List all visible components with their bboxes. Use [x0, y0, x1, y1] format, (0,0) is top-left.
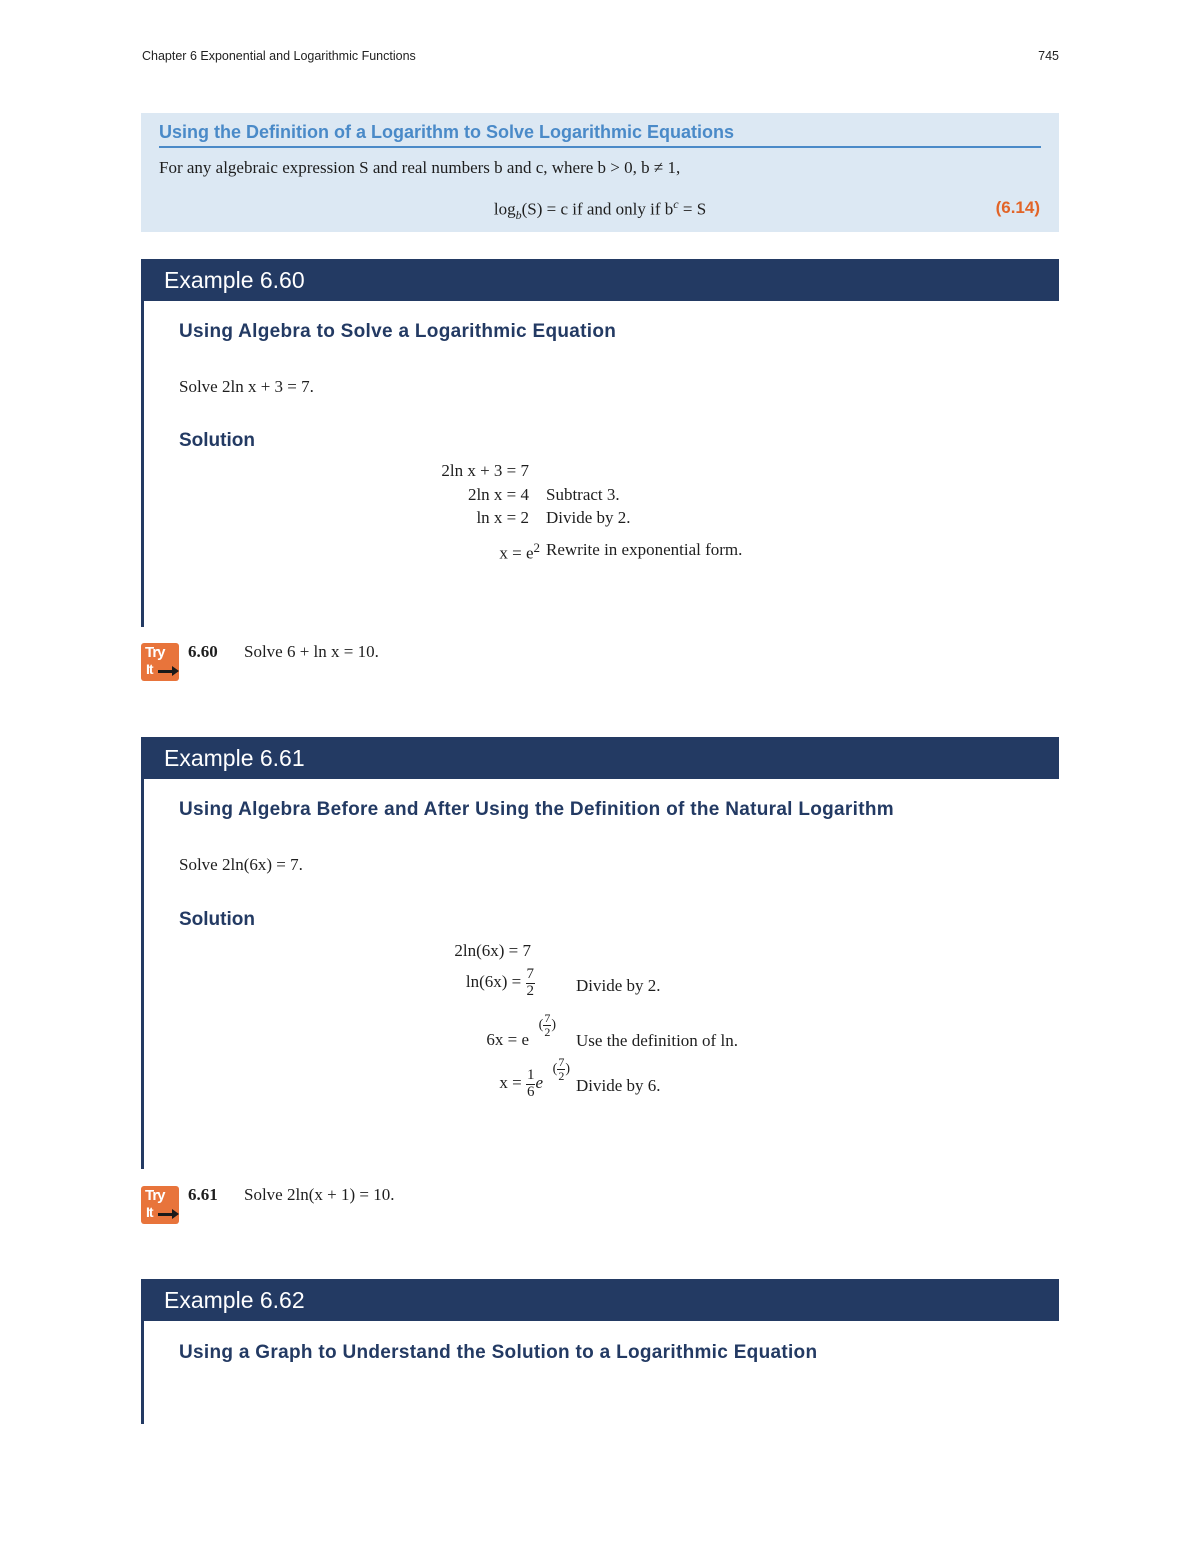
solution-step: ln(6x) = $\frac{7}{2}$: [465, 966, 534, 999]
example-header-label: Example 6.62: [164, 1287, 305, 1313]
example-header-label: Example 6.61: [164, 745, 305, 771]
solution-step: 6x = e ( $\frac{7}{2}$ ): [486, 1011, 556, 1049]
step-note: Subtract 3.: [546, 485, 620, 504]
example-title: Using Algebra Before and After Using the Definition of the Natural Logarithm: [179, 799, 894, 820]
example-header: [141, 259, 1059, 301]
step-note: Rewrite in exponential form.: [546, 540, 743, 559]
arrow-icon: [158, 670, 174, 673]
page-number: 745: [1038, 49, 1059, 63]
example-header-label: Example 6.60: [164, 267, 305, 293]
chapter-title: Chapter 6 Exponential and Logarithmic Functions: [142, 49, 416, 63]
try-it-icon: Try It: [141, 643, 179, 681]
step-note: Divide by 6.: [576, 1076, 661, 1095]
formula-end: = S: [678, 199, 707, 219]
solution-heading: Solution: [179, 909, 255, 930]
arrow-icon: [158, 1213, 174, 1216]
try-it-text: Solve 2ln(x + 1) = 10.: [244, 1185, 395, 1204]
fraction: $\frac{7}{2}$: [526, 966, 534, 999]
example-header: [141, 737, 1059, 779]
definition-title: Using the Definition of a Logarithm to Solve Logarithmic Equations: [159, 122, 1041, 148]
formula-exponent: c: [673, 197, 679, 211]
example-header: [141, 1279, 1059, 1321]
definition-formula: [141, 197, 1059, 223]
formula-middle: (S) = c if and only if b: [521, 199, 674, 219]
formula-base: b: [515, 208, 522, 223]
running-head: [142, 49, 1059, 63]
example-rule: [141, 779, 144, 1169]
problem-statement: Solve 2ln(6x) = 7.: [179, 855, 303, 874]
fraction: $\frac{1}{6}$: [526, 1067, 535, 1100]
solution-heading: Solution: [179, 430, 255, 451]
definition-box: [141, 113, 1059, 232]
example-title: Using a Graph to Understand the Solution to a Logarithmic Equation: [179, 1342, 818, 1363]
problem-statement: Solve 2ln x + 3 = 7.: [179, 377, 314, 396]
step-note: Divide by 2.: [546, 508, 631, 527]
example-rule: [141, 1321, 144, 1424]
example-title: Using Algebra to Solve a Logarithmic Equation: [179, 321, 617, 342]
example-rule: [141, 301, 144, 627]
step-note: Use the definition of ln.: [576, 1031, 738, 1050]
try-it-number: 6.60: [188, 642, 218, 661]
formula-log: log: [493, 199, 516, 219]
exponent: ( $\frac{7}{2}$ ): [538, 1011, 556, 1039]
definition-text: For any algebraic expression S and real numbers b and c, where b > 0, b ≠ 1,: [159, 158, 681, 177]
exponent: ( $\frac{7}{2}$ ): [552, 1055, 570, 1083]
step-note: Divide by 2.: [576, 976, 661, 995]
equation-number: (6.14): [995, 198, 1040, 217]
try-it-icon: Try It: [141, 1186, 179, 1224]
solution-step: x = $\frac{1}{6}$ e ( $\frac{7}{2}$ ): [499, 1055, 570, 1100]
try-it-text: Solve 6 + ln x = 10.: [244, 642, 379, 661]
try-it-number: 6.61: [188, 1185, 218, 1204]
